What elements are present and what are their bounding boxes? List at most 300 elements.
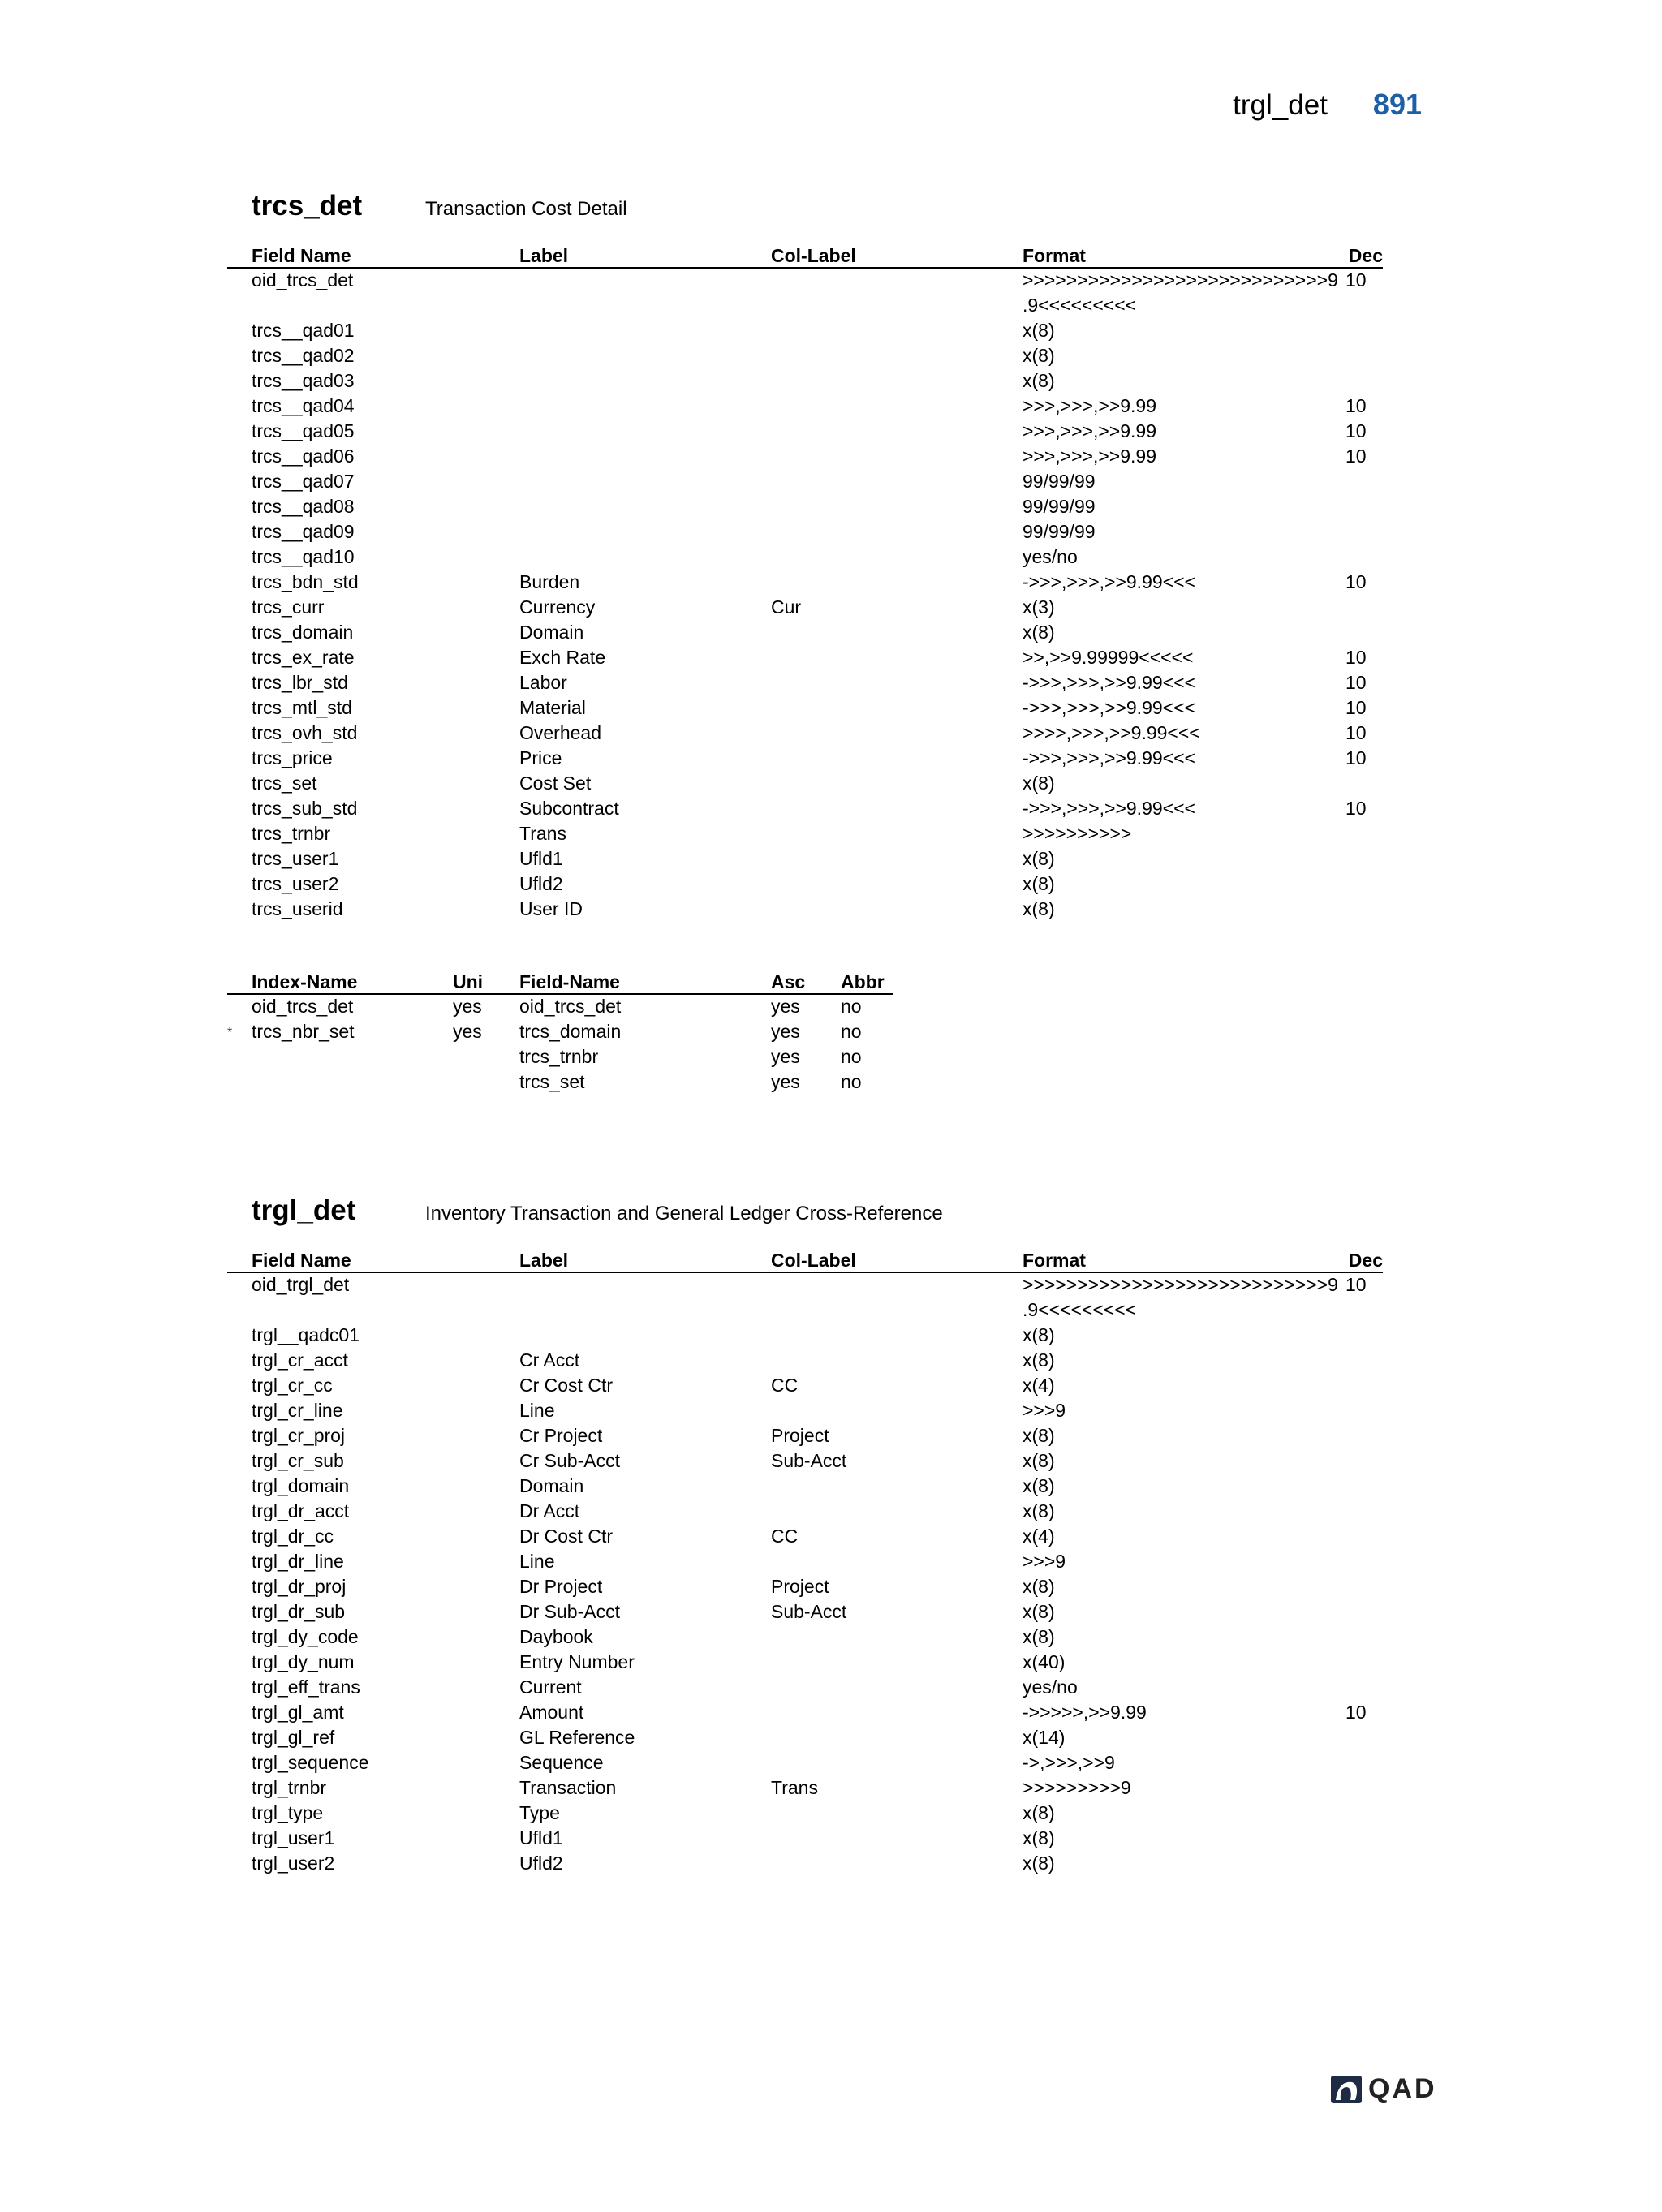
field-format: x(8) [1023,1626,1055,1647]
field-format: ->>>,>>>,>>9.99<<< [1023,747,1195,768]
field-dec [1342,1525,1383,1550]
table-row [227,369,1383,394]
index-name: oid_trcs_det [252,996,354,1017]
field-col-label [771,470,1023,495]
row-spacer [227,596,252,621]
field-label [519,369,771,394]
header-index-name: Index-Name [252,966,453,994]
field-col-label [771,1272,1023,1298]
field-col-label [771,1650,1023,1676]
field-name: trgl_cr_sub [252,1450,344,1471]
field-format: ->,>>>,>>9 [1023,1752,1115,1773]
row-spacer [227,1374,252,1399]
table-row [227,1676,1383,1701]
header-format: Format [1023,239,1342,268]
table-row [227,570,1383,596]
row-spacer [227,369,252,394]
row-spacer [227,721,252,747]
table-row [227,1020,893,1045]
field-col-label [771,696,1023,721]
field-name: trcs_lbr_std [252,672,348,693]
field-format: >>>,>>>,>>9.99 [1023,420,1156,441]
index-asc: yes [771,996,800,1017]
table-row [227,1449,1383,1474]
row-spacer [227,646,252,671]
field-col-label: Trans [771,1777,818,1798]
field-dec [1342,1650,1383,1676]
table-row [227,445,1383,470]
field-col-label [771,1751,1023,1776]
field-dec [1342,369,1383,394]
field-format: x(8) [1023,1601,1055,1622]
field-dec [1342,1449,1383,1474]
field-dec [1342,1550,1383,1575]
field-name: trcs_ex_rate [252,647,355,668]
field-name: trcs_sub_std [252,798,358,819]
section-title-trcs-det [252,190,627,222]
field-format: x(8) [1023,1349,1055,1371]
table-row [227,721,1383,747]
row-spacer [227,1323,252,1349]
field-label [519,1272,771,1298]
index-unique: yes [453,996,482,1017]
field-format: >>>>>>>>>9 [1023,1777,1131,1798]
field-format: x(8) [1023,345,1055,366]
field-name: trcs__qad05 [252,420,355,441]
header-dec: Dec [1342,239,1383,268]
qad-logo-wordmark: QAD [1368,2073,1437,2104]
field-label: Line [519,1551,555,1572]
field-dec: 10 [1346,269,1367,290]
row-spacer [227,344,252,369]
field-label: Dr Sub-Acct [519,1601,620,1622]
row-spacer [227,470,252,495]
table-row [227,1298,1383,1323]
row-spacer [227,268,252,294]
field-dec: 10 [1346,1274,1367,1295]
field-name: trcs__qad07 [252,471,355,492]
header-dec: Dec [1342,1244,1383,1272]
row-spacer [227,1525,252,1550]
row-spacer [227,1625,252,1650]
table-row [227,1525,1383,1550]
field-dec: 10 [1346,747,1367,768]
index-field-name: trcs_trnbr [519,1046,599,1067]
header-abbr: Abbr [841,966,893,994]
index-asc: yes [771,1046,800,1067]
field-format: .9<<<<<<<<< [1023,295,1137,316]
field-label: Trans [519,823,566,844]
table-row [227,1726,1383,1751]
field-col-label [771,1801,1023,1827]
field-dec [1342,847,1383,872]
table-row [227,1776,1383,1801]
field-dec [1342,1298,1383,1323]
row-spacer [227,319,252,344]
field-col-label [771,1500,1023,1525]
field-col-label [771,319,1023,344]
field-name: trgl_eff_trans [252,1676,360,1698]
field-name: trgl_dr_line [252,1551,344,1572]
field-label: Price [519,747,562,768]
field-col-label [771,1625,1023,1650]
field-label [519,394,771,420]
field-col-label [771,1474,1023,1500]
table-row [227,1827,1383,1852]
index-abbr: no [841,996,862,1017]
field-col-label [771,1550,1023,1575]
field-col-label [771,747,1023,772]
row-spacer [227,772,252,797]
field-label: Labor [519,672,567,693]
table-row [227,822,1383,847]
field-format: >>>>>>>>>>>>>>>>>>>>>>>>>>>>9 [1023,1274,1338,1295]
field-name: trcs__qad09 [252,521,355,542]
field-name: trcs_price [252,747,333,768]
field-name: trgl_dr_sub [252,1601,346,1622]
row-spacer [227,495,252,520]
field-format: >>>9 [1023,1551,1066,1572]
field-format: yes/no [1023,546,1078,567]
field-name: trcs__qad10 [252,546,355,567]
field-dec: 10 [1346,395,1367,416]
field-name: trgl_cr_line [252,1400,343,1421]
field-col-label: CC [771,1526,799,1547]
index-unique: yes [453,1021,482,1042]
field-label: Domain [519,1475,584,1496]
field-col-label [771,621,1023,646]
field-dec [1342,1474,1383,1500]
header-label: Label [519,1244,771,1272]
primary-index-marker [227,994,252,1020]
field-format: x(3) [1023,596,1055,618]
table-row [227,495,1383,520]
field-name: trgl_dr_proj [252,1576,347,1597]
field-name: trcs_user2 [252,873,339,894]
header-spacer [227,239,252,268]
field-format: yes/no [1023,1676,1078,1698]
field-col-label [771,294,1023,319]
table-row [227,1399,1383,1424]
field-format: >>>>,>>>,>>9.99<<< [1023,722,1200,743]
field-label: User ID [519,898,583,919]
running-table-name: trgl_det [1233,89,1328,121]
field-format: x(8) [1023,1425,1055,1446]
row-spacer [227,1500,252,1525]
row-spacer [227,1726,252,1751]
table-row [227,1701,1383,1726]
field-name: trgl_user1 [252,1827,335,1848]
field-label [519,344,771,369]
table-row [227,1045,893,1070]
field-col-label [771,872,1023,897]
field-col-label [771,797,1023,822]
field-col-label [771,495,1023,520]
field-name: trcs__qad04 [252,395,355,416]
table-row [227,1600,1383,1625]
field-col-label [771,420,1023,445]
field-col-label: Sub-Acct [771,1601,847,1622]
index-abbr: no [841,1046,862,1067]
header-field-name: Field-Name [519,966,771,994]
field-col-label [771,772,1023,797]
row-spacer [227,420,252,445]
index-field-name: oid_trcs_det [519,996,622,1017]
field-label [519,294,771,319]
field-label: Ufld1 [519,1827,563,1848]
field-name: trcs_trnbr [252,823,331,844]
index-abbr: no [841,1021,862,1042]
field-dec [1342,294,1383,319]
row-spacer [227,747,252,772]
field-table-trcs-det [227,239,1383,923]
field-dec [1342,520,1383,545]
field-dec: 10 [1346,420,1367,441]
field-dec [1342,596,1383,621]
field-col-label: Cur [771,596,802,618]
field-format: 99/99/99 [1023,471,1096,492]
field-label: GL Reference [519,1727,635,1748]
field-col-label [771,1349,1023,1374]
index-table-trcs-det [227,966,893,1095]
field-name: trcs__qad08 [252,496,355,517]
field-col-label [771,1852,1023,1877]
field-dec [1342,772,1383,797]
field-name: trcs_bdn_std [252,571,359,592]
row-spacer [227,671,252,696]
field-name: oid_trgl_det [252,1274,350,1295]
field-format: x(40) [1023,1651,1066,1672]
field-dec [1342,1500,1383,1525]
field-label: Material [519,697,586,718]
table-name: trgl_det [252,1194,356,1226]
field-col-label [771,369,1023,394]
field-format: .9<<<<<<<<< [1023,1299,1137,1320]
table-row [227,545,1383,570]
qad-logo [1331,2073,1437,2105]
primary-index-marker [227,1070,252,1095]
row-spacer [227,1399,252,1424]
field-label: Dr Acct [519,1500,580,1521]
header-field-name: Field Name [252,1244,519,1272]
field-name: trgl_cr_proj [252,1425,346,1446]
row-spacer [227,1676,252,1701]
field-dec: 10 [1346,798,1367,819]
field-format: x(8) [1023,1500,1055,1521]
row-spacer [227,294,252,319]
field-col-label [771,445,1023,470]
field-dec [1342,470,1383,495]
field-dec [1342,495,1383,520]
index-abbr: no [841,1071,862,1092]
field-format: x(8) [1023,848,1055,869]
table-row [227,294,1383,319]
field-col-label [771,822,1023,847]
row-spacer [227,1827,252,1852]
table-row [227,1625,1383,1650]
row-spacer [227,520,252,545]
table-row [227,1650,1383,1676]
field-format: x(8) [1023,1802,1055,1823]
field-format: x(14) [1023,1727,1066,1748]
field-format: 99/99/99 [1023,496,1096,517]
row-spacer [227,1776,252,1801]
table-row [227,394,1383,420]
field-format: x(8) [1023,873,1055,894]
field-name: trcs_ovh_std [252,722,358,743]
field-table-header [227,239,1383,268]
field-format: x(8) [1023,1450,1055,1471]
table-row [227,1323,1383,1349]
field-dec [1342,1374,1383,1399]
field-label [519,470,771,495]
table-row [227,1751,1383,1776]
table-row [227,420,1383,445]
field-label [519,1298,771,1323]
field-dec [1342,1575,1383,1600]
table-row [227,847,1383,872]
table-row [227,1500,1383,1525]
field-dec: 10 [1346,672,1367,693]
table-row [227,470,1383,495]
index-asc: yes [771,1071,800,1092]
field-format: x(8) [1023,898,1055,919]
field-dec: 10 [1346,571,1367,592]
field-name: trgl_dr_cc [252,1526,334,1547]
field-format: ->>>,>>>,>>9.99<<< [1023,571,1195,592]
table-description: Transaction Cost Detail [425,198,627,220]
field-label: Dr Project [519,1576,603,1597]
field-name: trcs_set [252,772,317,794]
field-dec [1342,1676,1383,1701]
field-dec [1342,822,1383,847]
field-label [519,268,771,294]
header-col-label: Col-Label [771,1244,1023,1272]
field-label: Sequence [519,1752,604,1773]
field-format: x(8) [1023,370,1055,391]
field-col-label [771,847,1023,872]
field-label: Currency [519,596,596,618]
field-dec [1342,1323,1383,1349]
field-label: Overhead [519,722,602,743]
field-label [519,520,771,545]
field-label: Ufld1 [519,848,563,869]
field-col-label: CC [771,1375,799,1396]
field-name: trcs_userid [252,898,343,919]
field-format: 99/99/99 [1023,521,1096,542]
row-spacer [227,1650,252,1676]
header-label: Label [519,239,771,268]
field-name: trgl_cr_acct [252,1349,348,1371]
field-dec [1342,1827,1383,1852]
field-label [519,420,771,445]
field-dec [1342,1852,1383,1877]
field-dec [1342,1625,1383,1650]
table-row [227,1374,1383,1399]
field-name: trgl_trnbr [252,1777,327,1798]
field-dec [1342,1726,1383,1751]
field-label: Cr Sub-Acct [519,1450,620,1471]
field-label: Type [519,1802,560,1823]
field-name: trgl_dr_acct [252,1500,350,1521]
field-format: x(8) [1023,320,1055,341]
index-name [252,1045,453,1070]
table-row [227,1349,1383,1374]
field-name: trgl_sequence [252,1752,369,1773]
field-format: ->>>>>,>>9.99 [1023,1702,1147,1723]
row-spacer [227,1349,252,1374]
field-label: Daybook [519,1626,593,1647]
table-row [227,1424,1383,1449]
page-number: 891 [1372,88,1422,121]
row-spacer [227,897,252,923]
table-row [227,897,1383,923]
row-spacer [227,1272,252,1298]
row-spacer [227,1701,252,1726]
header-spacer [227,966,252,994]
field-format: >>>,>>>,>>9.99 [1023,445,1156,467]
row-spacer [227,822,252,847]
field-label [519,545,771,570]
field-format: ->>>,>>>,>>9.99<<< [1023,798,1195,819]
field-format: x(8) [1023,1324,1055,1345]
row-spacer [227,1424,252,1449]
row-spacer [227,445,252,470]
field-label: Cr Acct [519,1349,580,1371]
field-name: trgl_domain [252,1475,350,1496]
field-format: x(8) [1023,1853,1055,1874]
table-row [227,671,1383,696]
row-spacer [227,570,252,596]
field-dec [1342,319,1383,344]
table-row [227,696,1383,721]
field-col-label [771,1701,1023,1726]
field-label: Cr Project [519,1425,603,1446]
field-dec: 10 [1346,647,1367,668]
primary-index-marker: * [227,1026,233,1039]
index-unique [453,1070,519,1095]
field-col-label [771,1676,1023,1701]
field-name: trcs__qad02 [252,345,355,366]
row-spacer [227,1550,252,1575]
row-spacer [227,847,252,872]
field-label: Exch Rate [519,647,606,668]
field-format: x(4) [1023,1526,1055,1547]
field-name: trcs__qad01 [252,320,355,341]
field-format: >>>>>>>>>> [1023,823,1132,844]
table-row [227,646,1383,671]
index-field-name: trcs_domain [519,1021,622,1042]
field-label [519,495,771,520]
field-format: x(8) [1023,1475,1055,1496]
field-format: >>>>>>>>>>>>>>>>>>>>>>>>>>>>9 [1023,269,1338,290]
index-asc: yes [771,1021,800,1042]
field-dec: 10 [1346,697,1367,718]
field-label: Cost Set [519,772,592,794]
field-dec [1342,344,1383,369]
field-dec [1342,545,1383,570]
table-row [227,772,1383,797]
row-spacer [227,1575,252,1600]
field-dec [1342,1399,1383,1424]
field-dec [1342,1424,1383,1449]
table-row [227,1801,1383,1827]
field-name: trgl_type [252,1802,324,1823]
header-uni: Uni [453,966,519,994]
table-row [227,747,1383,772]
qad-logo-icon [1331,2076,1362,2103]
table-row [227,1575,1383,1600]
